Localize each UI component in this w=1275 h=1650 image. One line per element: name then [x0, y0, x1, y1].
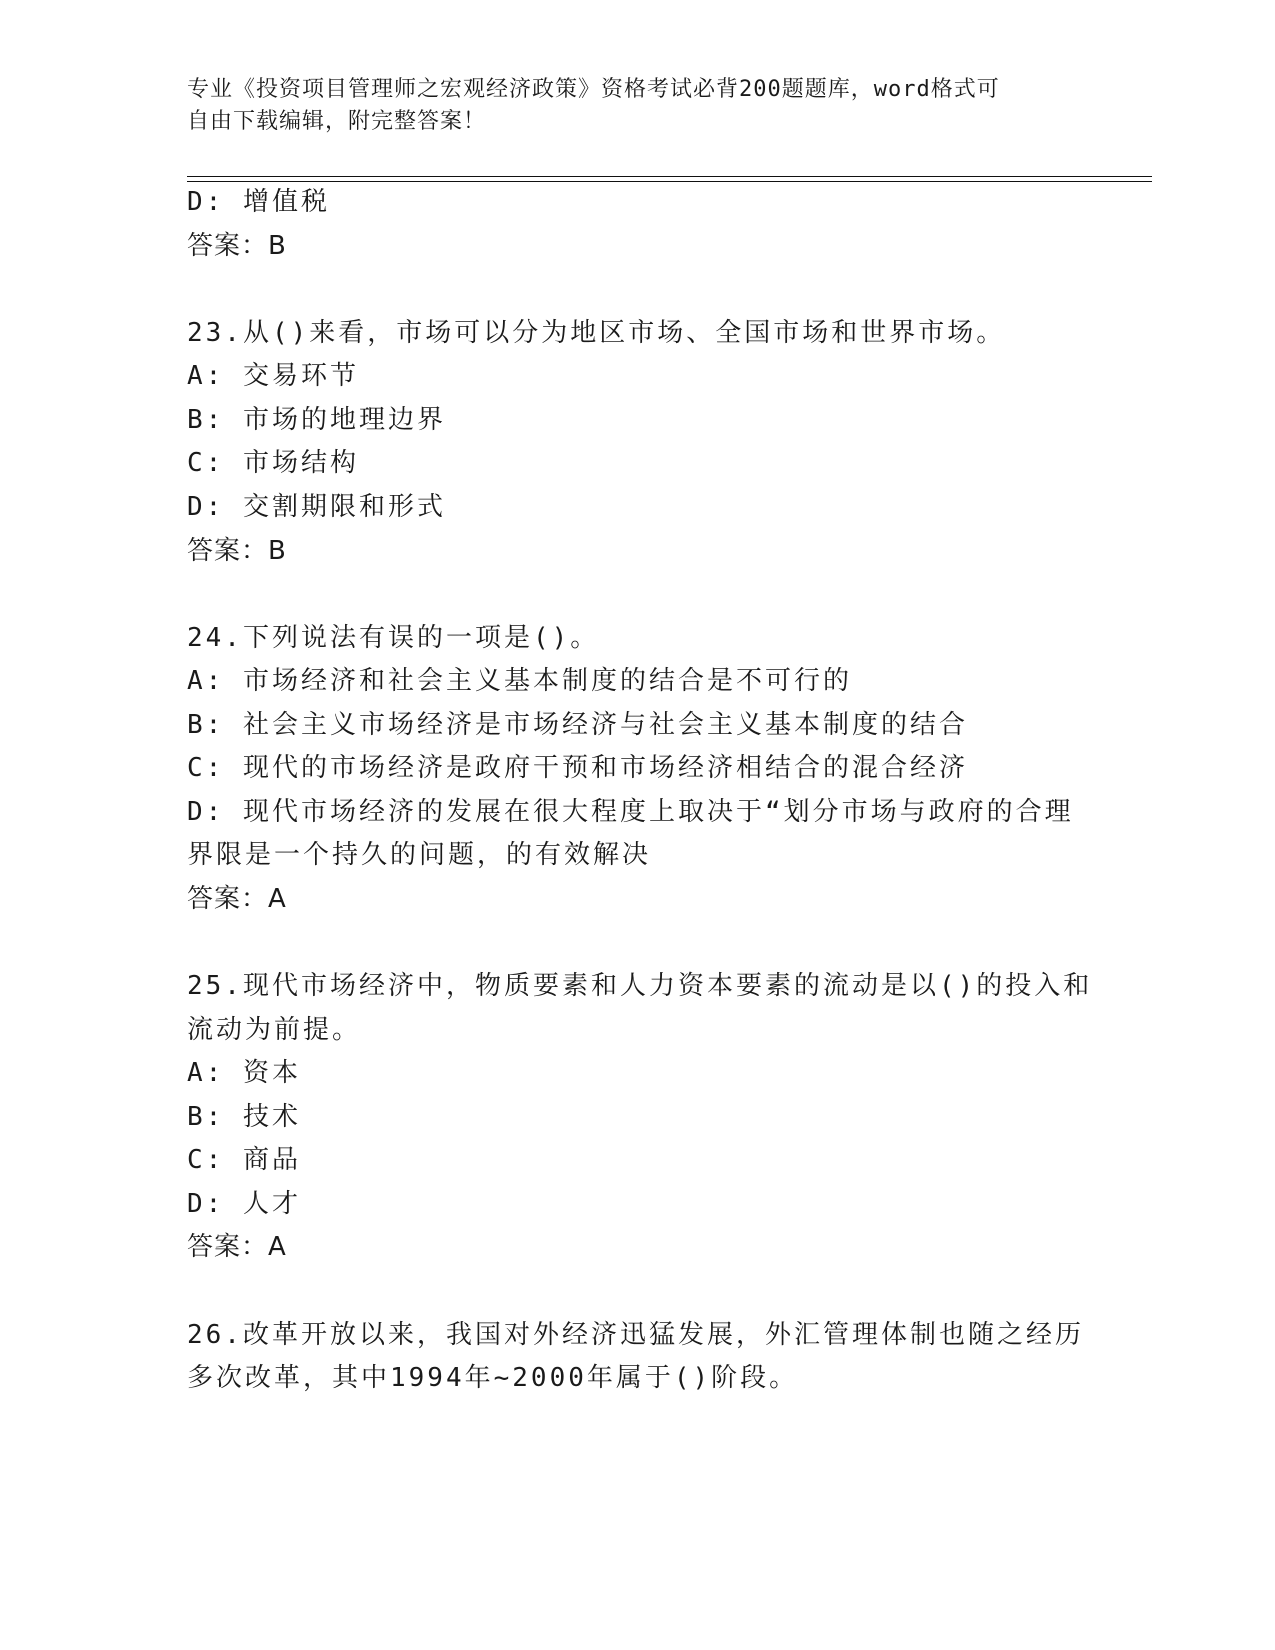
header-divider-top	[187, 176, 1152, 177]
q25-stem: 25.现代市场经济中，物质要素和人力资本要素的流动是以()的投入和	[187, 971, 1093, 1001]
q23-option-a: A: 交易环节	[187, 361, 359, 391]
header-divider-bottom	[187, 181, 1152, 182]
q24-option-b: B: 社会主义市场经济是市场经济与社会主义基本制度的结合	[187, 710, 968, 740]
q24-stem: 24.下列说法有误的一项是()。	[187, 623, 600, 653]
q25-stem-continued: 流动为前提。	[187, 1015, 362, 1045]
q25-option-c: C: 商品	[187, 1145, 301, 1175]
q24-option-c: C: 现代的市场经济是政府干预和市场经济相结合的混合经济	[187, 753, 968, 783]
q23-stem: 23.从()来看，市场可以分为地区市场、全国市场和世界市场。	[187, 318, 1006, 348]
document-header	[187, 74, 1087, 138]
q25-option-a: A: 资本	[187, 1058, 301, 1088]
header-line-1: 专业《投资项目管理师之宏观经济政策》资格考试必背200题题库，word格式可	[187, 77, 1000, 102]
q24-option-a: A: 市场经济和社会主义基本制度的结合是不可行的	[187, 666, 852, 696]
q23-answer: 答案：B	[187, 536, 287, 566]
q23-option-b: B: 市场的地理边界	[187, 405, 446, 435]
q23-option-d: D: 交割期限和形式	[187, 492, 446, 522]
q26-stem-continued: 多次改革，其中1994年~2000年属于()阶段。	[187, 1363, 799, 1393]
prev-option-d: D: 增值税	[187, 187, 330, 217]
prev-answer: 答案：B	[187, 231, 287, 261]
q23-option-c: C: 市场结构	[187, 448, 359, 478]
q25-answer: 答案：A	[187, 1232, 287, 1262]
q25-option-d: D: 人才	[187, 1189, 301, 1219]
header-line-2: 自由下载编辑，附完整答案！	[187, 109, 487, 134]
q26-stem: 26.改革开放以来，我国对外经济迅猛发展，外汇管理体制也随之经历	[187, 1320, 1084, 1350]
q25-option-b: B: 技术	[187, 1102, 301, 1132]
q24-answer: 答案：A	[187, 884, 287, 914]
q24-option-d: D: 现代市场经济的发展在很大程度上取决于“划分市场与政府的合理	[187, 797, 1074, 827]
q24-option-d-continued: 界限是一个持久的问题，的有效解决	[187, 840, 652, 870]
